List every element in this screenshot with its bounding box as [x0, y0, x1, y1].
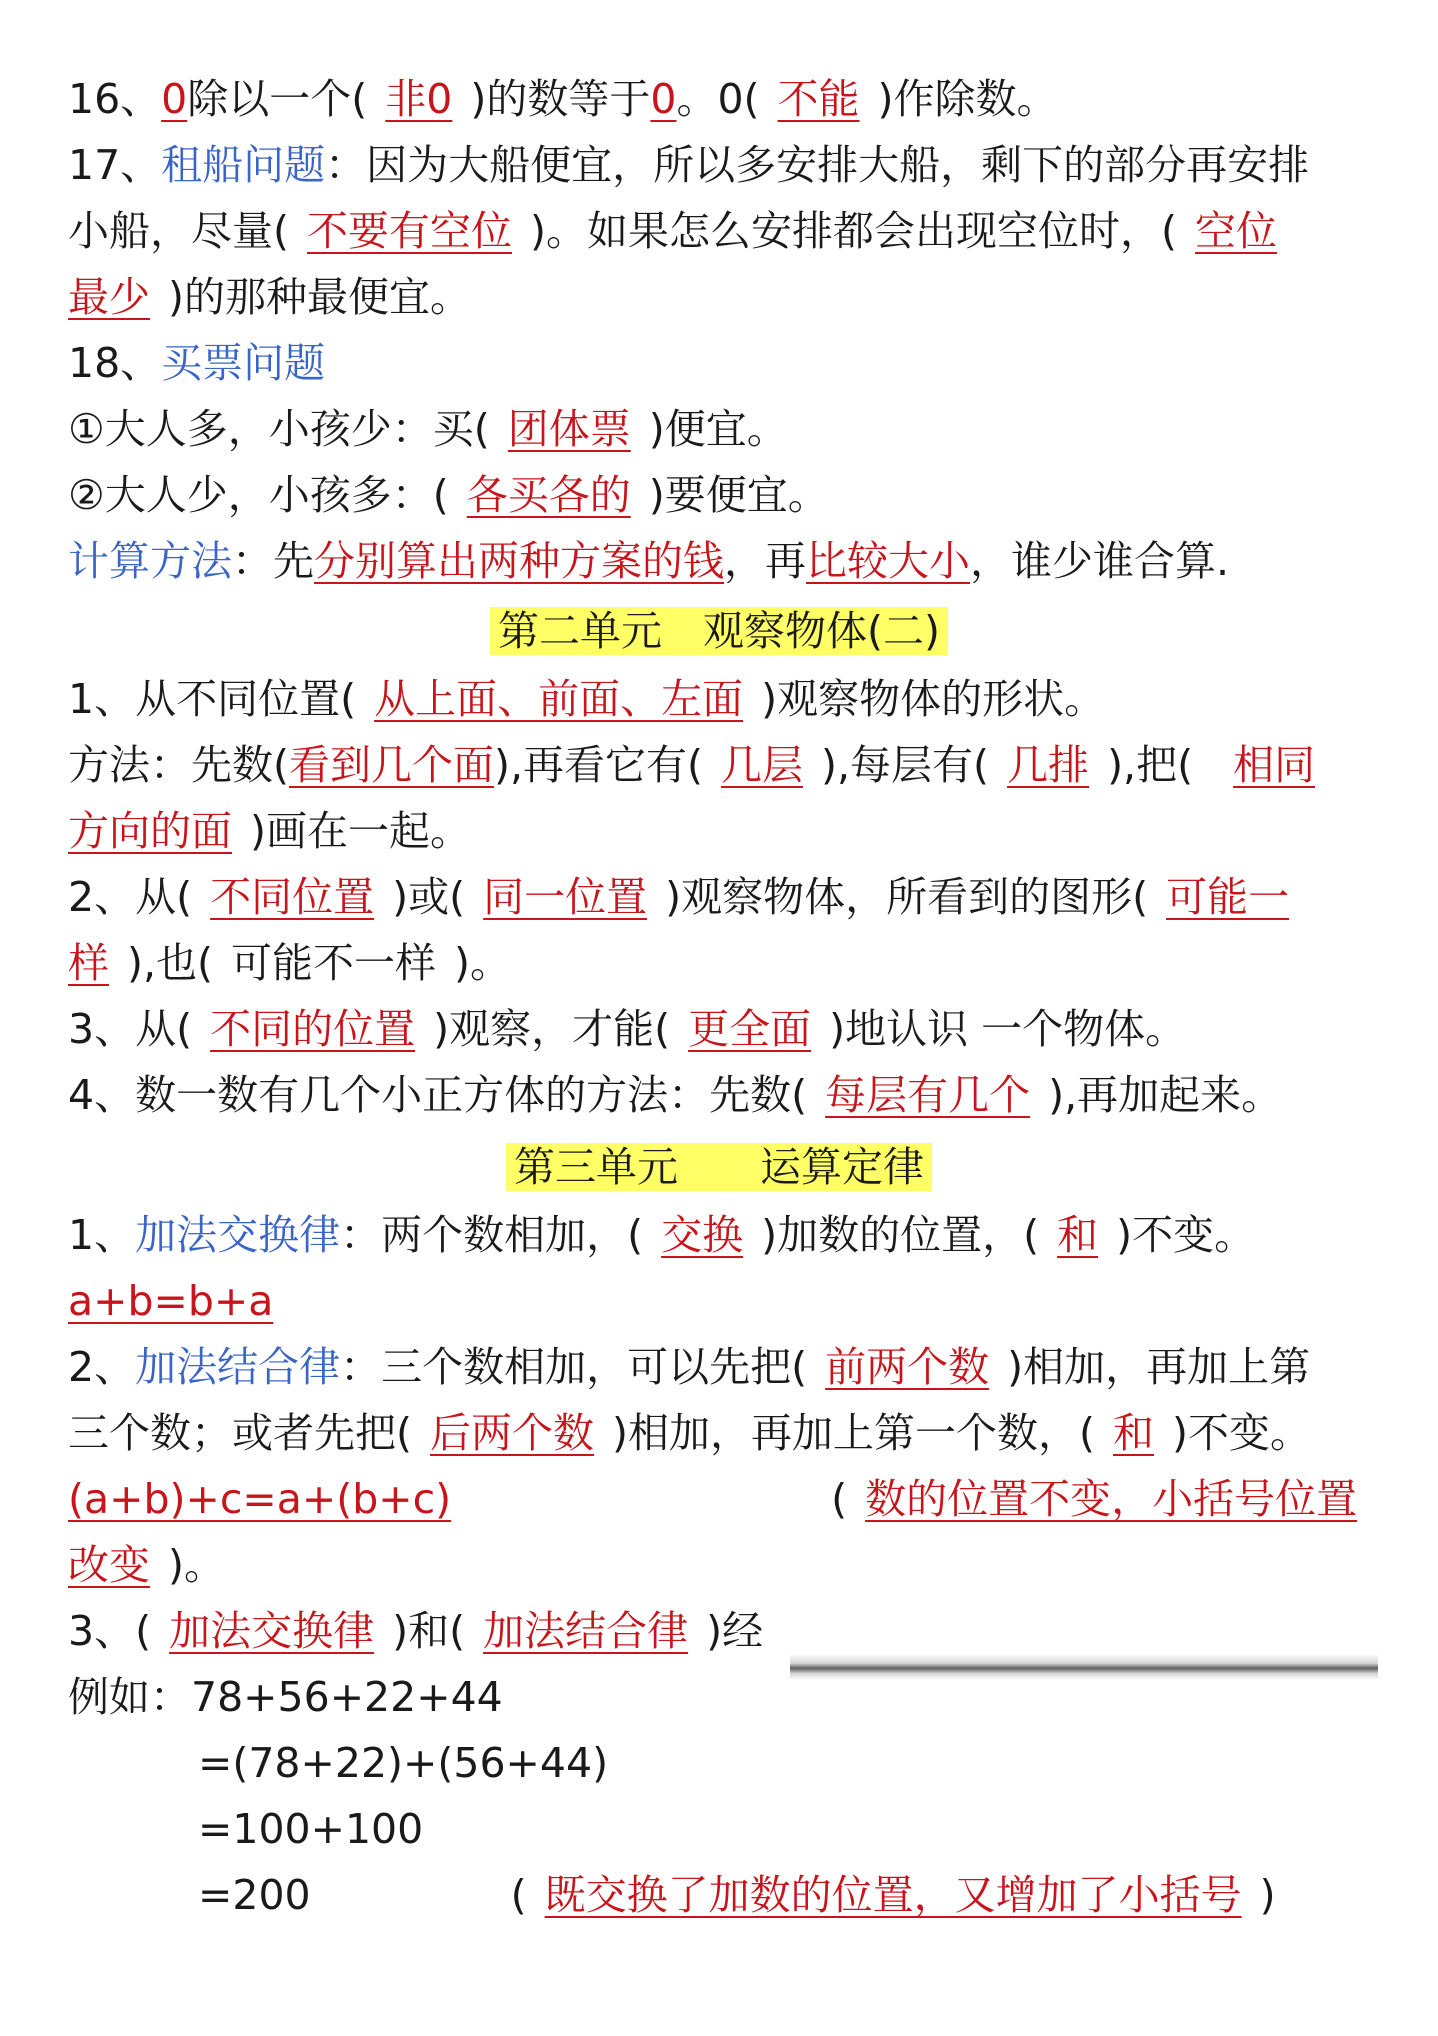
text: )观察物体，所看到的图形(: [665, 873, 1149, 921]
answer: 分别算出两种方案的钱: [314, 537, 724, 585]
u3-item-2: [68, 1340, 1378, 1394]
item-18-case-2: [68, 468, 1378, 522]
u2-item-2-cont: [68, 936, 1378, 990]
text: )或(: [392, 873, 466, 921]
u3-item-3: [68, 1604, 1378, 1658]
text: )。: [168, 1541, 225, 1589]
answer: 团体票: [507, 405, 631, 453]
text: ),把(: [1107, 741, 1194, 789]
item-number: 18、: [68, 339, 162, 387]
text: ：三个数相加，可以先把(: [340, 1343, 808, 1391]
text: 三个数；或者先把(: [68, 1409, 412, 1457]
item-number: 16、: [68, 75, 162, 123]
unit-title: 第三单元 运算定律: [506, 1143, 932, 1191]
text: ): [1259, 1871, 1276, 1919]
item-number: 2、: [68, 1343, 136, 1391]
u2-item-3: [68, 1002, 1378, 1056]
text: )相加，再加上第一个数，(: [612, 1409, 1095, 1457]
text: 方法：先数(: [68, 741, 289, 789]
answer: 从上面、前面、左面: [374, 675, 744, 723]
text: ：先: [232, 537, 314, 585]
text: (: [831, 1475, 848, 1523]
calc-method: [68, 534, 1378, 588]
answer: 各买各的: [466, 471, 631, 519]
answer: 比较大小: [806, 537, 970, 585]
topic-label: 加法结合律: [135, 1343, 341, 1391]
text: )。如果怎么安排都会出现空位时，(: [530, 207, 1177, 255]
text: )。: [454, 939, 512, 987]
item-18-case-1: [68, 402, 1378, 456]
answer: 数的位置不变，小括号位置: [865, 1475, 1358, 1523]
text: ，再: [724, 537, 806, 585]
u2-method-cont: [68, 804, 1378, 858]
answer: 每层有几个: [825, 1071, 1031, 1119]
answer: 样: [68, 939, 109, 987]
example-line-1: [68, 1670, 1378, 1724]
example-line-4: [198, 1868, 1378, 1922]
answer: 和: [1113, 1409, 1154, 1457]
text: )加数的位置，(: [761, 1211, 1040, 1259]
u2-item-1: [68, 672, 1378, 726]
text: ：因为大船便宜，所以多安排大船，剩下的部分再安排: [325, 141, 1310, 189]
unit-2-heading: [0, 604, 1438, 658]
item-18: [68, 336, 1378, 390]
text: ),也(: [127, 939, 214, 987]
text: ),每层有(: [821, 741, 990, 789]
text: )相加，再加上第: [1007, 1343, 1311, 1391]
item-17: [68, 138, 1378, 192]
u2-item-4: [68, 1068, 1378, 1122]
answer: 空位: [1195, 207, 1277, 255]
example: =(78+22)+(56+44): [198, 1739, 609, 1787]
answer: 几排: [1007, 741, 1090, 789]
answer: 加法结合律: [483, 1607, 689, 1655]
text: 3、从(: [68, 1005, 193, 1053]
text: 3、(: [68, 1607, 152, 1655]
text: )的数等于: [470, 75, 651, 123]
item-17-end: [68, 270, 1378, 324]
text: )和(: [392, 1607, 466, 1655]
answer: 方向的面: [68, 807, 232, 855]
text: )便宜。: [648, 405, 788, 453]
answer: 交换: [661, 1211, 744, 1259]
topic-label: 加法交换律: [135, 1211, 341, 1259]
text: 可能不一样: [231, 939, 437, 987]
text: )要便宜。: [648, 471, 829, 519]
answer: 几层: [721, 741, 804, 789]
answer: 改变: [68, 1541, 150, 1589]
example-line-3: [198, 1802, 1438, 1856]
answer: 既交换了加数的位置，又增加了小括号: [544, 1871, 1242, 1919]
u3-item-2-cont: [68, 1406, 1378, 1460]
text: )不变。: [1116, 1211, 1256, 1259]
u3-formula-2-cont: [68, 1538, 1378, 1592]
answer: 非0: [385, 75, 453, 123]
text: )作除数。: [877, 75, 1058, 123]
unit-3-heading: [0, 1140, 1438, 1194]
answer: 前两个数: [825, 1343, 990, 1391]
text: 小船，尽量(: [68, 207, 289, 255]
u2-method: [68, 738, 1378, 792]
item-number: 17、: [68, 141, 162, 189]
answer: 可能一: [1166, 873, 1290, 921]
text: )画在一起。: [250, 807, 471, 855]
u3-formula-2: [68, 1472, 1378, 1526]
text: (: [510, 1871, 527, 1919]
item-16: [68, 72, 1378, 126]
answer: 更全面: [688, 1005, 812, 1053]
answer: 加法交换律: [169, 1607, 375, 1655]
u3-formula-1: [68, 1274, 1378, 1328]
text: ①大人多，小孩少：买(: [68, 405, 490, 453]
example: =100+100: [198, 1805, 424, 1853]
text: 除以一个(: [187, 75, 368, 123]
unit-title: 第二单元 观察物体(二): [490, 607, 948, 655]
answer: 同一位置: [483, 873, 648, 921]
item-17-cont: [68, 204, 1378, 258]
text: )的那种最便宜。: [168, 273, 471, 321]
answer: 不同位置: [210, 873, 375, 921]
topic-label: 租船问题: [161, 141, 326, 189]
example: =200: [198, 1871, 311, 1919]
topic-label: 买票问题: [161, 339, 326, 387]
answer: 相同: [1233, 741, 1316, 789]
text: ),再看它有(: [494, 741, 704, 789]
answer: 看到几个面: [289, 741, 494, 789]
formula: a+b=b+a: [68, 1277, 274, 1325]
answer: 后两个数: [430, 1409, 594, 1457]
answer: 不能: [777, 75, 860, 123]
text: )经: [706, 1607, 764, 1655]
text: ),再加起来。: [1048, 1071, 1283, 1119]
answer: 最少: [68, 273, 150, 321]
answer: 0: [650, 75, 677, 123]
text: )观察物体的形状。: [761, 675, 1106, 723]
text: 1、从不同位置(: [68, 675, 357, 723]
text: )观察，才能(: [433, 1005, 671, 1053]
answer: 和: [1057, 1211, 1099, 1259]
item-number: 1、: [68, 1211, 136, 1259]
u3-item-1: [68, 1208, 1378, 1262]
text: 。0(: [676, 75, 760, 123]
text: ：两个数相加，(: [340, 1211, 644, 1259]
u2-item-2: [68, 870, 1378, 924]
answer: 0: [161, 75, 188, 123]
answer: 不要有空位: [307, 207, 512, 255]
text: 2、从(: [68, 873, 193, 921]
example-line-2: [198, 1736, 1438, 1790]
text: 4、数一数有几个小正方体的方法：先数(: [68, 1071, 808, 1119]
text: ②大人少，小孩多：(: [68, 471, 449, 519]
text: ，谁少谁合算.: [970, 537, 1230, 585]
formula: (a+b)+c=a+(b+c): [68, 1475, 452, 1523]
text: )不变。: [1172, 1409, 1311, 1457]
text: )地认识 一个物体。: [829, 1005, 1187, 1053]
example: 例如：78+56+22+44: [68, 1673, 503, 1721]
topic-label: 计算方法: [68, 537, 232, 585]
answer: 不同的位置: [210, 1005, 416, 1053]
